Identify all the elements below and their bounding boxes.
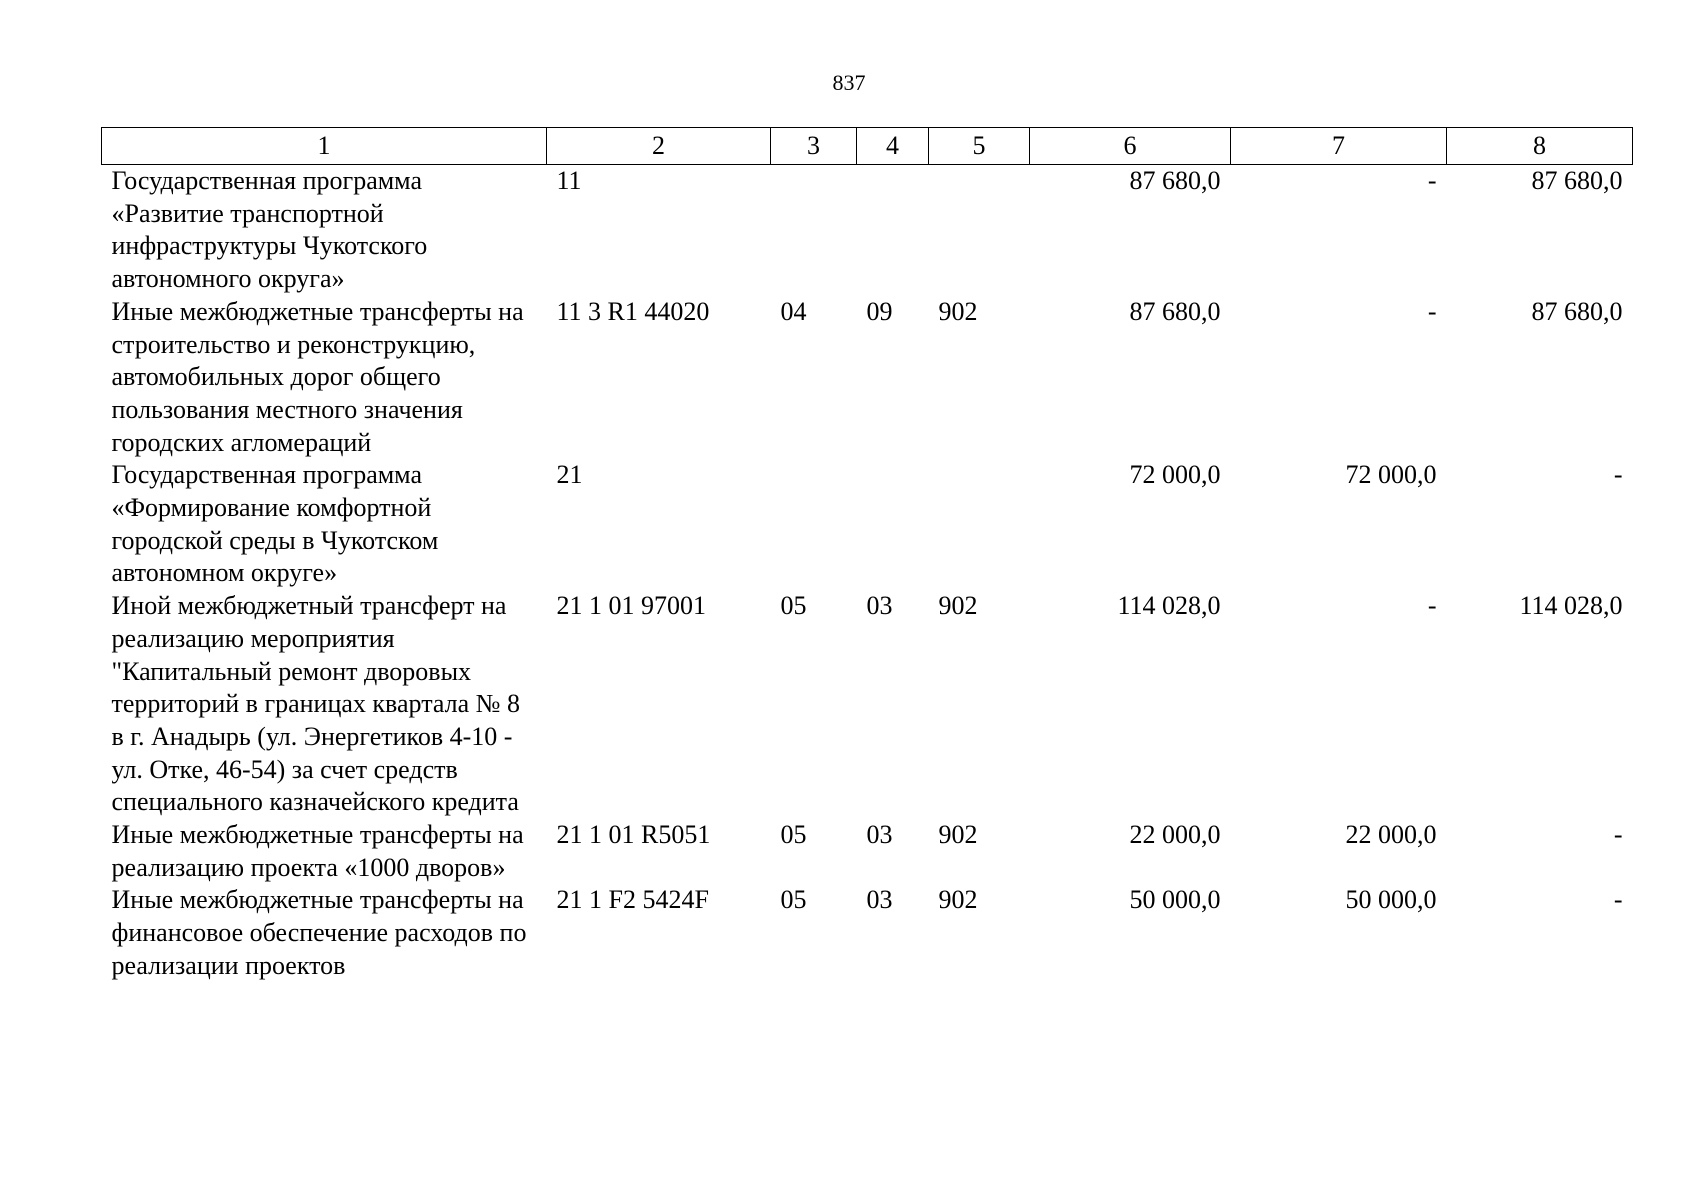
row-col-7: 22 000,0	[1345, 820, 1437, 850]
table-body	[102, 165, 1633, 983]
row-col-4	[857, 459, 929, 590]
row-name: Государственная программа «Формирование комфортной городской среды в Чукотском автономном округе»	[111, 460, 439, 588]
table-row	[102, 296, 1633, 460]
header-col-3: 3	[771, 128, 857, 165]
row-name: Государственная программа «Развитие транспортной инфраструктуры Чукотского автономного округа»	[111, 166, 428, 294]
row-col-3	[771, 165, 857, 296]
header-col-2: 2	[547, 128, 771, 165]
row-col-6: 50 000,0	[1129, 885, 1221, 915]
row-code: 21 1 01 R5051	[556, 820, 711, 850]
row-col-3	[771, 459, 857, 590]
table-row	[102, 165, 1633, 296]
row-col-5: 902	[938, 885, 978, 915]
row-col-6: 87 680,0	[1129, 166, 1221, 195]
row-col-4: 03	[866, 885, 893, 915]
row-code: 11	[556, 166, 582, 195]
row-code: 21 1 01 97001	[556, 591, 706, 621]
table-row	[102, 590, 1633, 819]
row-col-8: 87 680,0	[1531, 296, 1623, 326]
row-col-7: 50 000,0	[1345, 885, 1437, 915]
row-col-5: 902	[938, 820, 978, 850]
row-code: 21	[556, 460, 583, 490]
header-col-4: 4	[857, 128, 929, 165]
row-col-6: 87 680,0	[1129, 296, 1221, 326]
row-col-5	[929, 165, 1030, 296]
row-col-7: -	[1427, 166, 1437, 195]
page-number: 837	[832, 70, 866, 95]
header-row	[102, 128, 1633, 165]
row-col-6: 72 000,0	[1129, 460, 1221, 490]
header-col-5: 5	[929, 128, 1030, 165]
row-name: Иные межбюджетные трансферты на строительство и реконструкцию, автомобильных дорог общего пользования местного значения городских агломераций	[111, 296, 524, 457]
row-col-5: 902	[938, 591, 978, 621]
row-col-3: 05	[780, 885, 807, 915]
row-col-8: -	[1613, 460, 1623, 490]
table-header	[102, 128, 1633, 165]
row-code: 11 3 R1 44020	[556, 296, 710, 326]
header-col-1: 1	[102, 128, 547, 165]
row-col-5: 902	[938, 296, 978, 326]
row-col-8: -	[1613, 885, 1623, 915]
budget-table	[101, 127, 1633, 983]
row-col-8: 87 680,0	[1531, 166, 1623, 195]
row-col-3: 05	[780, 820, 807, 850]
table-row	[102, 884, 1633, 982]
header-col-7: 7	[1231, 128, 1447, 165]
row-col-4	[857, 165, 929, 296]
row-col-6: 22 000,0	[1129, 820, 1221, 850]
row-name: Иной межбюджетный трансферт на реализацию мероприятия "Капитальный ремонт дворовых территорий в границах квартала № 8 в г. Анадырь (ул. Энергетиков 4-10 - ул. Отке, 46-54) за счет средств специального казначейского кредита	[111, 591, 520, 817]
row-name: Иные межбюджетные трансферты на реализацию проекта «1000 дворов»	[111, 820, 524, 882]
row-col-3: 04	[780, 296, 807, 326]
row-col-4: 03	[866, 820, 893, 850]
row-col-6: 114 028,0	[1117, 591, 1221, 621]
row-name: Иные межбюджетные трансферты на финансовое обеспечение расходов по реализации проектов	[111, 885, 527, 980]
header-col-6: 6	[1030, 128, 1231, 165]
table-row	[102, 819, 1633, 884]
row-col-4: 03	[866, 591, 893, 621]
row-col-7: -	[1427, 591, 1437, 621]
row-col-3: 05	[780, 591, 807, 621]
row-col-7: -	[1427, 296, 1437, 326]
table-row	[102, 459, 1633, 590]
row-col-8: -	[1613, 820, 1623, 850]
row-col-8: 114 028,0	[1519, 591, 1623, 621]
row-col-5	[929, 459, 1030, 590]
row-col-4: 09	[866, 296, 893, 326]
row-code: 21 1 F2 5424F	[556, 885, 709, 915]
row-col-7: 72 000,0	[1345, 460, 1437, 490]
header-col-8: 8	[1447, 128, 1633, 165]
